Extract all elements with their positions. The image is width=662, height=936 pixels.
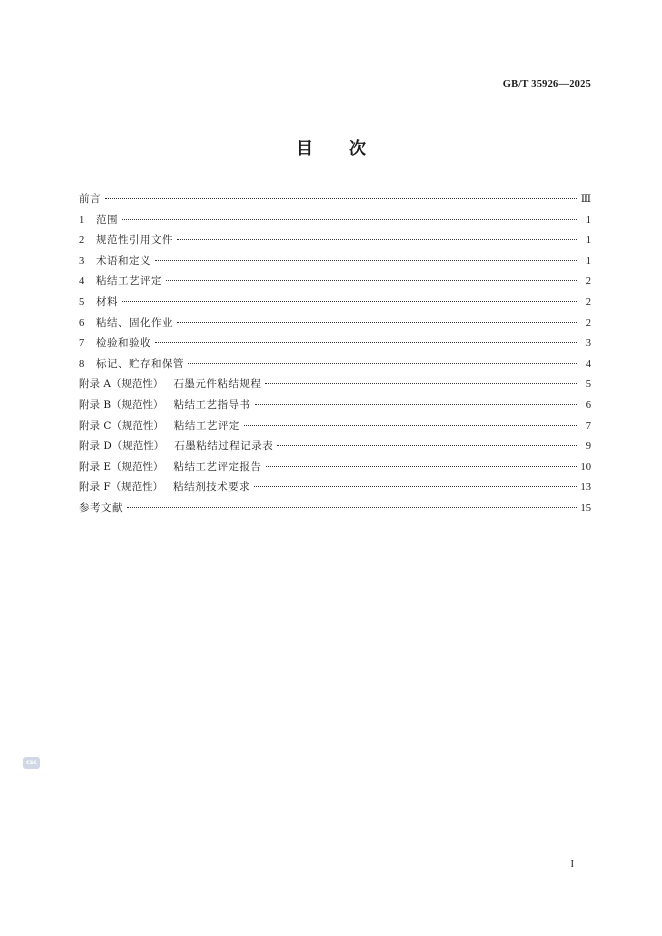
toc-entry-label: 检验和验收 [96, 337, 151, 350]
toc-entry-label: 参考文献 [79, 501, 123, 514]
toc-entry-label: 材料 [96, 295, 118, 308]
toc-entry-page: 15 [580, 502, 591, 514]
toc-entry[interactable] [79, 210, 591, 231]
toc-entry-label: 粘结剂技术要求 [173, 481, 251, 494]
toc-entry-page: 4 [585, 358, 591, 370]
toc-entry-label: 标记、贮存和保管 [96, 357, 184, 370]
toc-entry-page: 1 [585, 235, 591, 247]
toc-entry-number: 2 [79, 235, 85, 247]
toc-leader-dots [166, 279, 577, 281]
toc-leader-dots [177, 321, 577, 323]
toc-entry-annex-prefix: 附录 D（规范性） [79, 440, 165, 453]
toc-entry[interactable] [79, 436, 591, 457]
toc-entry-label: 粘结工艺评定 [96, 275, 162, 288]
toc-entry-page: 5 [585, 379, 591, 391]
toc-entry[interactable] [79, 416, 591, 437]
toc-entry[interactable] [79, 457, 591, 478]
toc-entry[interactable] [79, 313, 591, 334]
toc-leader-dots [177, 238, 577, 240]
toc-entry-number: 1 [79, 214, 85, 226]
toc-leader-dots [265, 382, 577, 384]
toc-entry[interactable] [79, 477, 591, 498]
page-title: 目次 [296, 139, 402, 159]
toc-entry-label: 术语和定义 [96, 254, 151, 267]
toc-entry-number: 6 [79, 317, 85, 329]
page-number: I [570, 859, 574, 870]
toc-leader-dots [277, 444, 577, 446]
toc-entry-page: Ⅲ [580, 194, 591, 205]
toc-entry-label: 范围 [96, 213, 118, 226]
toc-entry-label: 前言 [79, 193, 101, 205]
toc-entry-label: 粘结、固化作业 [96, 316, 173, 329]
toc-entry-label: 粘结工艺评定报告 [173, 460, 262, 473]
toc-entry-annex-prefix: 附录 A（规范性） [79, 378, 164, 391]
standard-code: GB/T 35926—2025 [502, 79, 591, 90]
toc-entry-page: 3 [585, 338, 591, 350]
toc-leader-dots [254, 485, 576, 487]
toc-entry-number: 5 [79, 296, 85, 308]
toc-entry-label: 粘结工艺指导书 [173, 398, 251, 411]
toc-leader-dots [122, 218, 577, 220]
toc-leader-dots [155, 341, 577, 343]
toc-entry-page: 9 [585, 441, 591, 453]
toc-entry-page: 2 [585, 296, 591, 308]
watermark-logo: csc [23, 757, 40, 769]
toc-leader-dots [155, 259, 577, 261]
toc-leader-dots [122, 300, 577, 302]
table-of-contents [79, 189, 591, 519]
toc-entry[interactable] [79, 498, 591, 519]
toc-leader-dots [105, 197, 577, 199]
toc-entry-page: 1 [585, 214, 591, 226]
toc-entry-annex-prefix: 附录 B（规范性） [79, 398, 164, 411]
toc-entry-annex-prefix: 附录 E（规范性） [79, 460, 164, 473]
toc-entry-label: 规范性引用文件 [96, 234, 173, 247]
toc-entry-page: 10 [580, 461, 591, 473]
toc-entry-page: 6 [585, 399, 591, 411]
toc-entry[interactable] [79, 292, 591, 313]
toc-entry-page: 2 [585, 317, 591, 329]
toc-entry-page: 13 [580, 482, 591, 494]
toc-entry-page: 1 [585, 255, 591, 267]
toc-entry-page: 7 [585, 420, 591, 432]
toc-entry[interactable] [79, 230, 591, 251]
toc-entry-label: 石墨元件粘结规程 [173, 378, 262, 391]
toc-entry[interactable] [79, 251, 591, 272]
toc-entry[interactable] [79, 374, 591, 395]
toc-entry-page: 2 [585, 276, 591, 288]
toc-entry-number: 7 [79, 338, 85, 350]
toc-entry[interactable] [79, 354, 591, 375]
toc-entry-annex-prefix: 附录 C（规范性） [79, 419, 164, 432]
toc-leader-dots [244, 424, 577, 426]
toc-entry-number: 3 [79, 255, 85, 267]
toc-entry-number: 8 [79, 358, 85, 370]
toc-entry[interactable] [79, 395, 591, 416]
toc-entry-label: 石墨粘结过程记录表 [174, 440, 274, 453]
toc-leader-dots [188, 362, 577, 364]
toc-entry-annex-prefix: 附录 F（规范性） [79, 481, 164, 494]
toc-entry[interactable] [79, 271, 591, 292]
toc-entry-number: 4 [79, 276, 85, 288]
toc-entry[interactable] [79, 189, 591, 210]
toc-entry[interactable] [79, 333, 591, 354]
toc-leader-dots [266, 465, 577, 467]
toc-leader-dots [127, 506, 577, 508]
toc-leader-dots [255, 403, 577, 405]
toc-entry-label: 粘结工艺评定 [173, 419, 240, 432]
